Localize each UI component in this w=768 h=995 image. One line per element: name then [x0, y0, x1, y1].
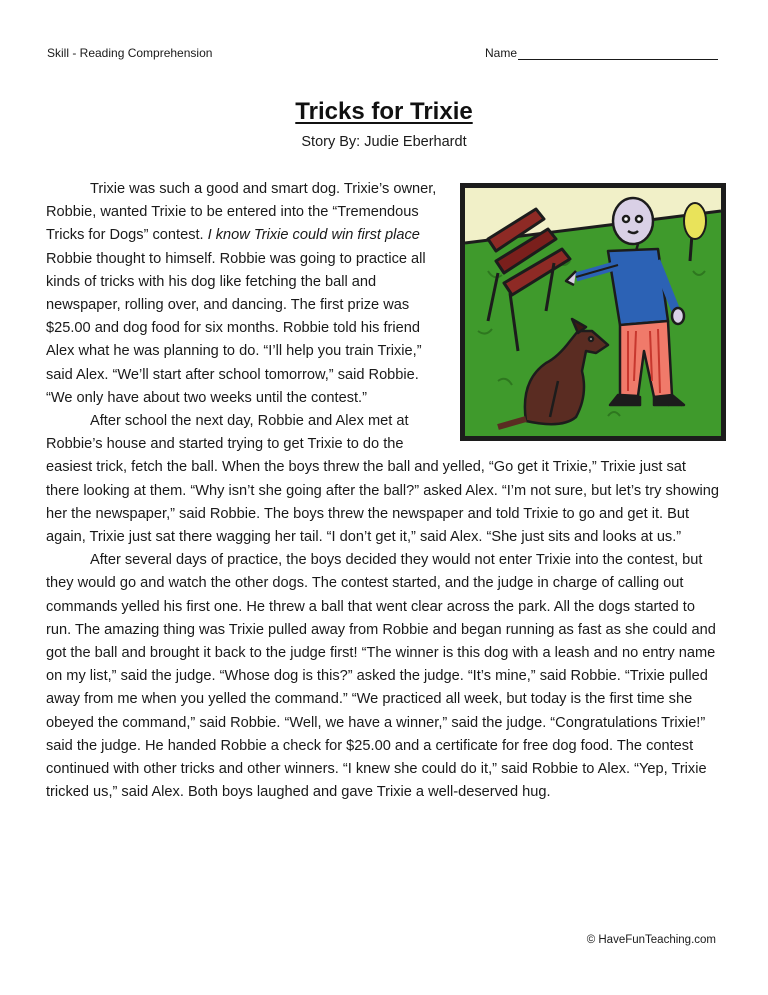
story-illustration: [458, 181, 728, 443]
copyright-footer: © HaveFunTeaching.com: [586, 934, 716, 946]
story-body: [46, 178, 722, 804]
story-paragraph: After school the next day, Robbie and Alex met at Robbie’s house and started trying to get Trixie to do the easiest trick, fetch the ball. When the boys threw the ball and yelled, “Go get it Trixie,” Trixie just sat there looking at them. “Why isn’t she going after the ball?” asked Alex. “I’m not sure, but let’s try showing her the newspaper,” said Robbie. The boys threw the newspaper and told Trixie to go and get it. But again, Trixie just sat there wagging her tail. “I don’t get it,” said Alex. “She just sits and looks at us.”: [46, 413, 719, 546]
name-field[interactable]: [485, 46, 718, 60]
story-byline: Story By: Judie Eberhardt: [301, 134, 467, 150]
name-line[interactable]: [518, 47, 718, 60]
story-paragraph: Trixie was such a good and smart dog. Trixie’s owner, Robbie, wanted Trixie to be entered into the “Tremendous Tricks for Dogs” contest. I know Trixie could win first place Robbie thought to himself. Robbie was going to practice all kinds of tricks with his dog like fetching the ball and newspaper, rolling over, and dancing. The first prize was $25.00 and dog food for six months. Robbie told his friend Alex what he was planning to do. “I’ll help you train Trixie,” said Alex. “We’ll start after school tomorrow,” said Robbie. “We only have about two weeks until the contest.”: [46, 181, 437, 406]
story-italic-thought: I know Trixie could win first place: [207, 227, 420, 244]
skill-label: Skill - Reading Comprehension: [47, 46, 213, 60]
story-title: Tricks for Trixie: [295, 98, 473, 125]
name-label: Name: [485, 46, 518, 60]
story-paragraph: After several days of practice, the boys decided they would not enter Trixie into the contest, but they would go and watch the other dogs. The contest started, and the judge in charge of calling out commands yelled his first one. He threw a ball that went clear across the park. All the dogs started to run. The amazing thing was Trixie pulled away from Robbie and began running as fast as she could and got the ball and brought it back to the judge first! “The winner is this dog with a leash and no entry name on my list,” said the judge. “Whose dog is this?” asked the judge. “It’s mine,” said Robbie. “Trixie pulled away from me when you yelled the command.” “We practiced all week, but today is the first time she obeyed the command,” said Robbie. “Well, we have a winner,” said the judge. “Congratulations Trixie!” said the judge. He handed Robbie a check for $25.00 and a certificate for free dog food. The contest continued with other tricks and other winners. “I knew she could do it,” said Robbie to Alex. “Yep, Trixie tricked us,” said Alex. Both boys laughed and gave Trixie a well-deserved hug.: [46, 552, 716, 801]
